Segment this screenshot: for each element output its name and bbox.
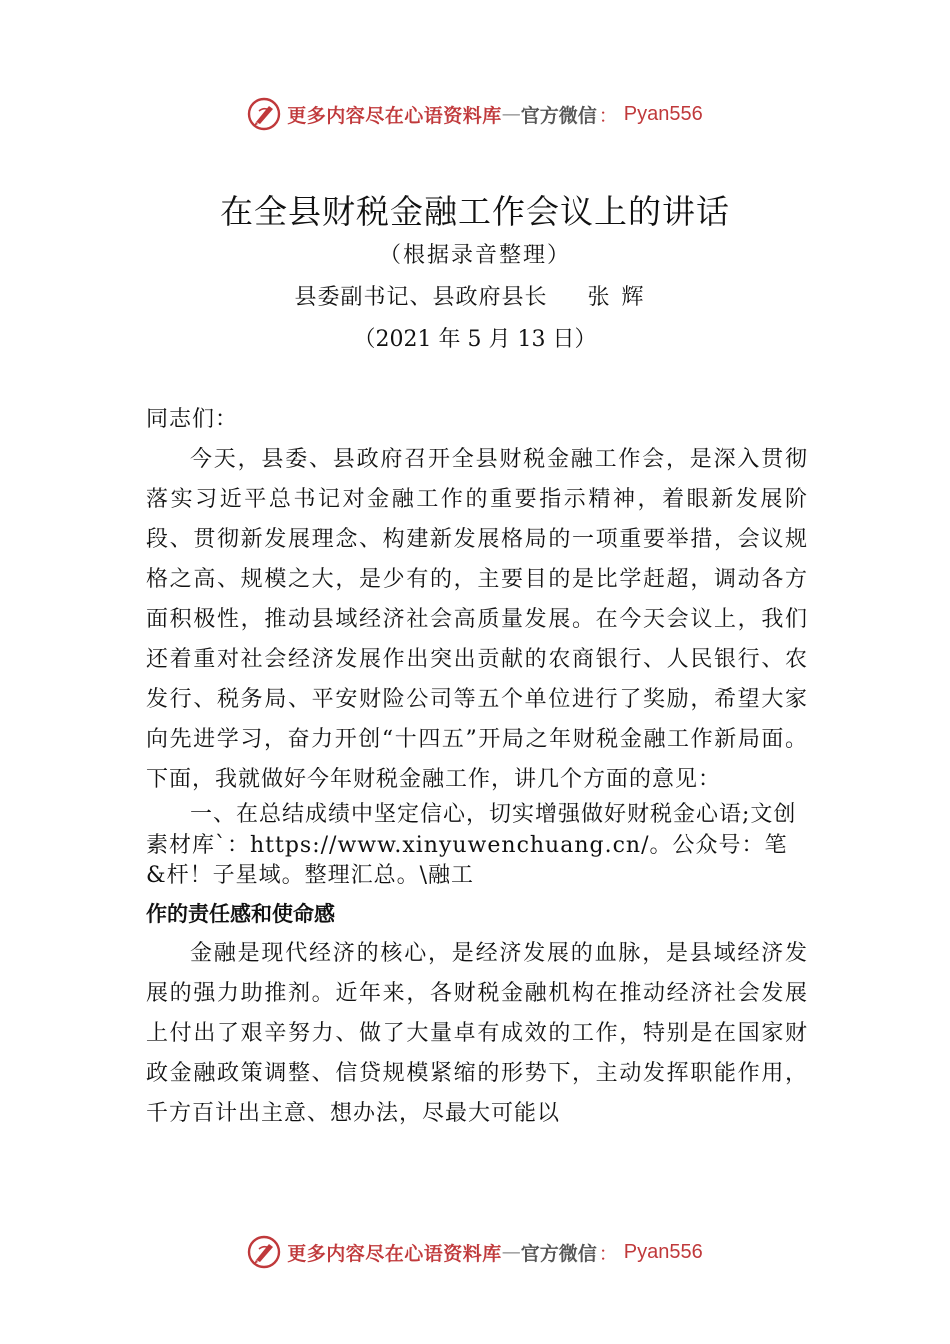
speech-date: （2021 年 5 月 13 日） [353,327,597,352]
paragraph: 金融是现代经济的核心，是经济发展的血脉，是县域经济发展的强力助推剂。近年来，各财税金融机构在推动经济社会发展上付出了艰辛努力、做了大量卓有成效的工作，特别是在国家财政金融政策调整、信贷规模紧缩的形势下，主动发挥职能作用，千方百计出主意、想办法，尽最大可能以 [146,940,808,1126]
section-heading-one: 一、在总结成绩中坚定信心，切实增强做好财税金心语;文创素材库`：https://www.xinyuwenchuang.cn/。公众号：笔&杆！子星域。整理汇总。\融工 [146,802,797,888]
section-heading-continued: 作的责任感和使命感 [146,901,335,926]
pen-logo-icon [247,97,281,131]
footer-banner [0,1232,950,1272]
author-line [0,280,950,311]
author-role: 县委副书记、县政府县长 [294,285,548,310]
salutation: 同志们： [146,407,239,432]
banner-wechat-label: 官方微信 [520,104,597,127]
banner-wechat-id: Pyan556 [623,1240,703,1263]
banner-slogan: 更多内容尽在心语资料库 [287,104,502,127]
banner-wechat-label: 官方微信 [520,1242,597,1265]
banner-separator: — [501,103,521,125]
author-name: 张辉 [587,285,656,310]
document-subtitle: （根据录音整理） [378,243,571,268]
pen-logo-icon [247,1235,281,1269]
banner-wechat-id: Pyan556 [623,102,703,125]
document-title: 在全县财税金融工作会议上的讲话 [220,192,730,231]
banner-slogan: 更多内容尽在心语资料库 [287,1242,502,1265]
banner-separator: — [501,1241,521,1263]
speech-body [146,400,808,1134]
header-banner [0,94,950,134]
banner-colon: ： [598,104,618,127]
banner-colon: ： [598,1242,618,1265]
paragraph: 今天，县委、县政府召开全县财税金融工作会，是深入贯彻落实习近平总书记对金融工作的重要指示精神，着眼新发展阶段、贯彻新发展理念、构建新发展格局的一项重要举措，会议规格之高、规模之大，是少有的，主要目的是比学赶超，调动各方面积极性，推动县域经济社会高质量发展。在今天会议上，我们还着重对社会经济发展作出突出贡献的农商银行、人民银行、农发行、税务局、平安财险公司等五个单位进行了奖励，希望大家向先进学习，奋力开创“十四五”开局之年财税金融工作新局面。下面，我就做好今年财税金融工作，讲几个方面的意见： [146,447,808,792]
